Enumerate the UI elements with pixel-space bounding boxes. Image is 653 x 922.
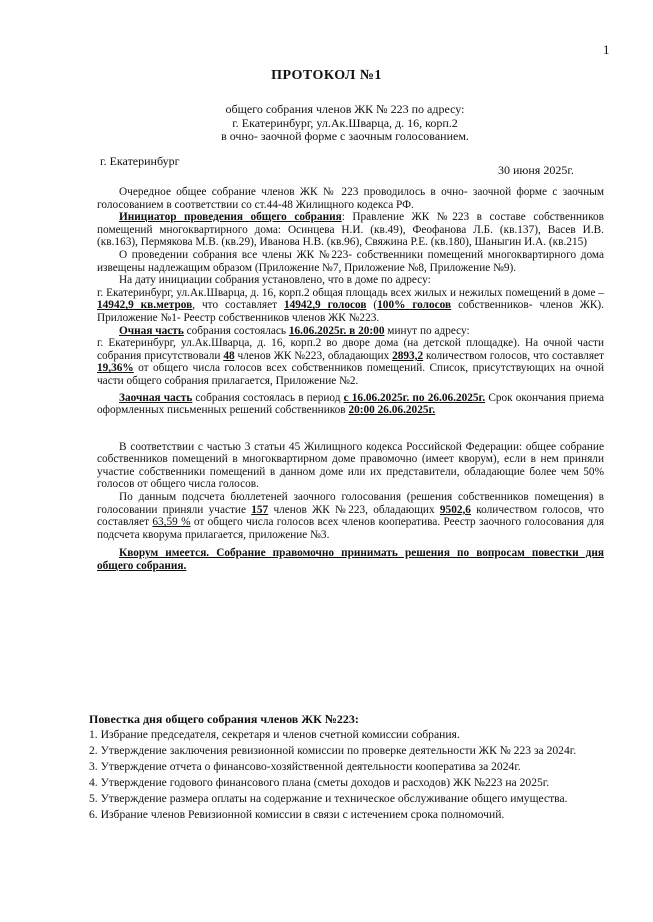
area-text-d: собственников- членов ЖК). Приложение №1- Реестр собственников членов ЖК №223. xyxy=(97,299,604,324)
absentee-period: с 16.06.2025г. по 26.06.2025г. xyxy=(343,391,486,404)
total-percent: 100% голосов xyxy=(377,299,452,312)
in-person-percent: 19,36% xyxy=(97,362,134,375)
area-text-b: , что составляет xyxy=(192,299,284,312)
initiator-text: : Правление ЖК №223 в составе собственников помещений многоквартирного дома: Осинцева Н.И. (кв.49), Феофанова Л.Б. (кв.137), Васев И.В. (кв.163), Пермякова М.В. (кв.29), Иванова Н.В. (кв.96), Свяжина Р.Е. (кв.180), Шаныгин И.А. (кв.215) xyxy=(97,211,604,249)
count-percent: 63,59 % xyxy=(152,516,191,529)
agenda-item: 5. Утверждение размера оплаты на содержание и техническое обслуживание общего имущества. xyxy=(89,792,568,805)
area-text-c: ( xyxy=(366,299,378,312)
area-text-a: г. Екатеринбург, ул.Ак.Шварца, д. 16, корп.2 общая площадь всех жилых и нежилых помещений в доме – xyxy=(97,286,604,299)
count-votes: 9502,6 xyxy=(439,503,471,516)
count-text-c: количеством голосов, что составляет xyxy=(97,503,604,529)
absentee-label: Заочная часть xyxy=(119,391,193,404)
in-person-text-a: собрания состоялась xyxy=(183,324,289,337)
subtitle-line-1: общего собрания членов ЖК № 223 по адресу: xyxy=(225,102,465,116)
initiator-label: Инициатор проведения общего собрания xyxy=(119,211,342,224)
paragraph-notice: О проведении собрания все члены ЖК №223- собственники помещений многоквартирного дома извещены надлежащим образом (Приложение №7, Приложение №8, Приложение №9). xyxy=(97,248,604,274)
document-subtitle xyxy=(180,103,510,144)
absentee-text-b: Срок окончания приема оформленных письменных решений собственников xyxy=(97,391,604,417)
count-text-a: По данным подсчета бюллетеней заочного голосования (решения собственников помещения) в голосовании приняли участие xyxy=(97,491,604,516)
count-text-b: членов ЖК №223, обладающих xyxy=(268,503,440,516)
in-person-members: 48 xyxy=(223,349,235,362)
in-person-datetime: 16.06.2025г. в 20:00 xyxy=(288,324,385,337)
in-person-label: Очная часть xyxy=(119,324,184,337)
in-person-text-f: от общего числа голосов всех собственников помещений. Список, присутствующих на очной части общего собрания прилагается, Приложение №2. xyxy=(97,362,604,387)
agenda-item: 3. Утверждение отчета о финансово-хозяйственной деятельности кооператива за 2024г. xyxy=(89,760,521,773)
subtitle-line-3: в очно- заочной форме с заочным голосованием. xyxy=(221,129,469,143)
paragraph-law: В соответствии с частью 3 статьи 45 Жилищного кодекса Российской Федерации: общее собрание собственников помещений в многоквартирном доме правомочно (имеет кворум), если в нем приняли участие собственники помещений в данном доме или их представители, обладающие более чем 50% голосов от общего числа голосов. xyxy=(97,440,604,491)
count-members: 157 xyxy=(251,503,269,516)
subtitle-line-2: г. Екатеринбург, ул.Ак.Шварца, д. 16, корп.2 xyxy=(232,115,458,130)
paragraph-absentee xyxy=(97,392,604,417)
paragraph-area xyxy=(97,274,604,324)
absentee-text-a: собрания состоялась в период xyxy=(192,391,344,404)
in-person-text-c: г. Екатеринбург, ул.Ак.Шварца, д. 16, корп.2 во дворе дома (на детской площадке). На очной части собрания присутствовали xyxy=(97,337,604,362)
in-person-text-e: количеством голосов, что составляет xyxy=(423,349,604,362)
quorum-statement: Кворум имеется. Собрание правомочно принимать решения по вопросам повестки дня общего собрания. xyxy=(97,547,604,573)
paragraph-initiator xyxy=(97,211,604,249)
agenda-item: 4. Утверждение годового финансового плана (сметы доходов и расходов) ЖК №223 на 2025г. xyxy=(89,776,550,789)
document-date: 30 июня 2025г. xyxy=(498,163,574,177)
agenda-item: 6. Избрание членов Ревизионной комиссии в связи с истечением срока полномочий. xyxy=(89,808,505,821)
in-person-text-b: минут по адресу: xyxy=(384,324,470,337)
absentee-deadline: 20:00 26.06.2025г. xyxy=(348,404,436,417)
agenda-item: 2. Утверждение заключения ревизионной комиссии по проверке деятельности ЖК № 223 за 2024г. xyxy=(89,744,577,757)
page-number: 1 xyxy=(603,42,610,57)
in-person-votes: 2893,2 xyxy=(392,349,424,362)
document-title: ПРОТОКОЛ №1 xyxy=(271,68,382,83)
agenda-title: Повестка дня общего собрания членов ЖК №223: xyxy=(89,712,359,726)
agenda-item: 1. Избрание председателя, секретаря и членов счетной комиссии собрания. xyxy=(89,728,460,741)
in-person-text-d: членов ЖК №223, обладающих xyxy=(234,349,393,362)
area-intro: На дату инициации собрания установлено, что в доме по адресу: xyxy=(119,274,431,287)
document-body xyxy=(97,186,604,573)
paragraph-in-person xyxy=(97,325,604,388)
paragraph-intro: Очередное общее собрание членов ЖК № 223 проводилось в очно- заочной форме с заочным голосованием в соответствии со ст.44-48 Жилищного кодекса РФ. xyxy=(97,186,604,211)
city: г. Екатеринбург xyxy=(100,154,180,168)
total-votes: 14942,9 голосов xyxy=(283,299,367,312)
total-area: 14942,9 кв.метров xyxy=(97,299,193,312)
paragraph-count xyxy=(97,491,604,541)
count-text-d: от общего числа голосов всех членов кооператива. Реестр заочного голосования для подсчета кворума прилагается, приложение №3. xyxy=(97,516,605,541)
agenda-list xyxy=(89,728,604,824)
